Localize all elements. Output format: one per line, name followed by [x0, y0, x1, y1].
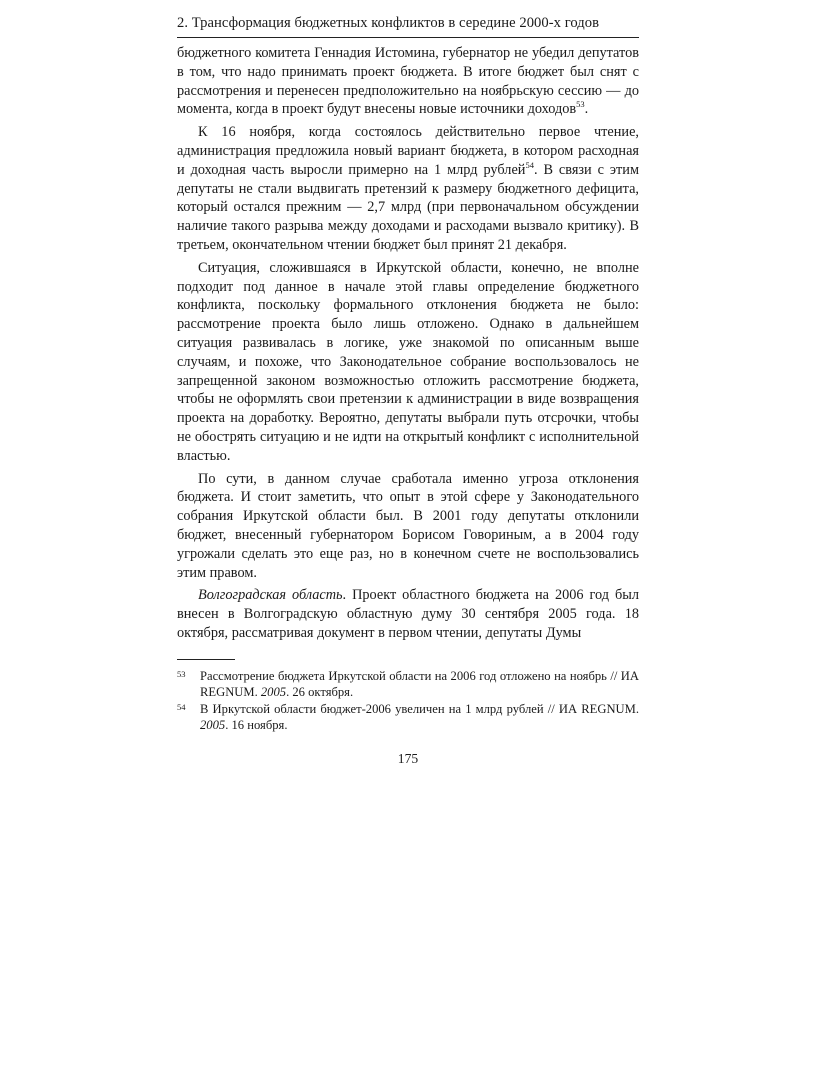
paragraph-2	[177, 123, 639, 255]
footnote-mark: 54	[177, 701, 186, 712]
footnote-ref-54: 54	[525, 160, 534, 171]
footnote-date: . 16 ноября.	[225, 717, 288, 732]
footnote-text	[200, 668, 639, 701]
paragraph-2-text-after: . В связи с этим депутаты не стали выдвигать претензий к размеру бюджетного дефицита, который остался прежним — 2,7 млрд (при первоначальном обсуждении наличие такого разрыва между доходами и расходами вызвало критику). В третьем, окончательном чтении бюджет был принят 21 декабря.	[177, 161, 639, 253]
footnote-body: В Иркутской области бюджет-2006 увеличен на 1 млрд рублей // ИА REGNUM.	[200, 701, 639, 716]
footnote-53	[177, 668, 639, 701]
footnote-54	[177, 701, 639, 734]
book-page	[177, 12, 639, 767]
footnotes	[177, 668, 639, 734]
footnote-text	[200, 701, 639, 734]
paragraph-1-text: бюджетного комитета Геннадия Истомина, губернатор не убедил депутатов в том, что надо принимать проект бюджета. В итоге бюджет был снят с рассмотрения и перенесен предположительно на ноябрьскую сессию — до момента, когда в проект будут внесены новые источники доходов	[177, 45, 639, 118]
footnote-separator	[177, 659, 235, 660]
paragraph-5-text: . Проект областного бюджета на 2006 год был внесен в Волгоградскую областную думу 30 сентября 2005 года. 18 октября, рассматривая документ в первом чтении, депутаты Думы	[177, 587, 639, 641]
paragraph-1	[177, 44, 639, 119]
paragraph-1-end: .	[584, 101, 589, 118]
paragraph-2-text: К 16 ноября, когда состоялось действительно первое чтение, администрация предложила новый вариант бюджета, в котором расходная и доходная часть выросли примерно на 1 млрд рублей	[177, 124, 639, 178]
footnote-mark: 53	[177, 668, 186, 679]
paragraph-5	[177, 586, 639, 642]
footnote-year: 2005	[200, 717, 226, 732]
footnote-date: . 26 октября.	[286, 685, 354, 700]
footnote-body: Рассмотрение бюджета Иркутской области на 2006 год отложено на ноябрь // ИА REGNUM.	[200, 668, 639, 700]
paragraph-4: По сути, в данном случае сработала именно угроза отклонения бюджета. И стоит заметить, что опыт в этой сфере у Законодательного собрания Иркутской области был. В 2001 году депутаты отклонили бюджет, внесенный губернатором Борисом Говориным, а в 2004 году угрожали сделать это еще раз, но в конечном счете не воспользовались этим правом.	[177, 470, 639, 581]
footnote-year: 2005	[260, 685, 287, 700]
page-number: 175	[397, 751, 419, 767]
region-heading: Волгоградская область	[198, 587, 343, 604]
running-head: 2. Трансформация бюджетных конфликтов в середине 2000-х годов	[177, 12, 639, 38]
main-text	[177, 44, 639, 643]
footnote-ref-53: 53	[576, 99, 585, 110]
paragraph-3: Ситуация, сложившаяся в Иркутской области, конечно, не вполне подходит под данное в начале этой главы определение бюджетного конфликта, поскольку формального отклонения бюджета не было: рассмотрение проекта было лишь отложено. Однако в дальнейшем ситуация развивалась в логике, уже знакомой по описанным выше случаям, и похоже, что Законодательное собрание воспользовалось не запрещенной законом возможностью отложить рассмотрение бюджета, чтобы не оформлять свои претензии к администрации в виде возвращения проекта на доработку. Вероятно, депутаты выбрали путь отсрочки, чтобы не обострять ситуацию и не идти на открытый конфликт с исполнительной властью.	[177, 259, 639, 464]
